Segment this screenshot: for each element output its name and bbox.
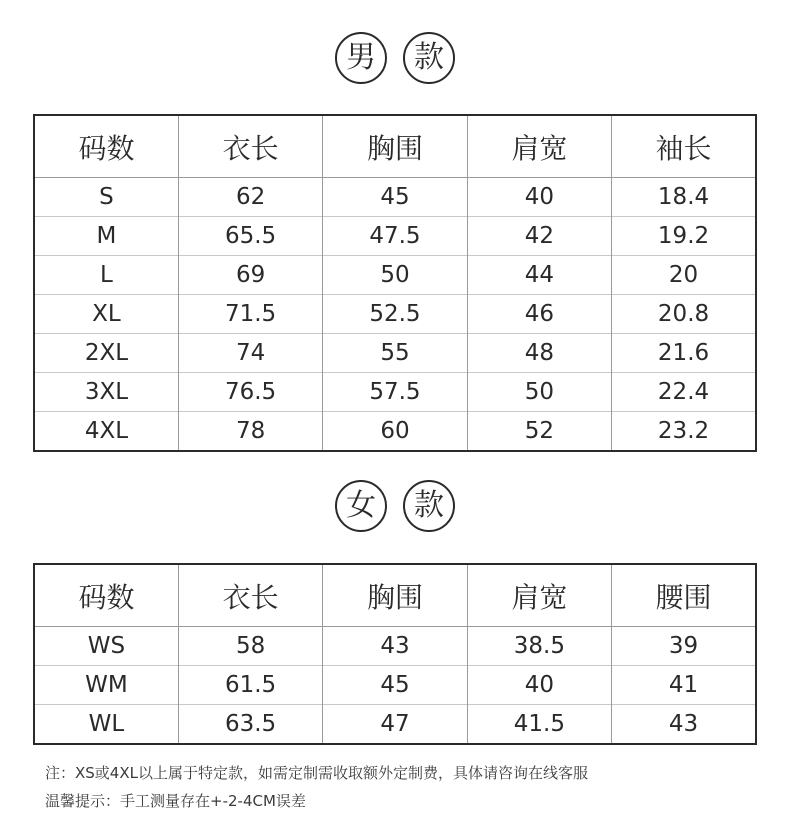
table-cell: 58 bbox=[178, 627, 322, 666]
table-cell: 41 bbox=[612, 666, 756, 705]
men-header-shoulder: 肩宽 bbox=[467, 115, 611, 178]
table-cell: 46 bbox=[467, 295, 611, 334]
table-cell: S bbox=[34, 178, 178, 217]
custom-size-note: 注：XS或4XL以上属于特定款，如需定制需收取额外定制费，具体请咨询在线客服 bbox=[45, 764, 588, 782]
table-cell: XL bbox=[34, 295, 178, 334]
women-header-size: 码数 bbox=[34, 564, 178, 627]
table-cell: 2XL bbox=[34, 334, 178, 373]
table-cell: 71.5 bbox=[178, 295, 322, 334]
table-cell: 19.2 bbox=[612, 217, 756, 256]
table-cell: 47 bbox=[323, 705, 467, 745]
table-cell: 43 bbox=[323, 627, 467, 666]
table-cell: 62 bbox=[178, 178, 322, 217]
table-cell: 41.5 bbox=[467, 705, 611, 745]
table-cell: 78 bbox=[178, 412, 322, 452]
table-cell: 55 bbox=[323, 334, 467, 373]
table-cell: 38.5 bbox=[467, 627, 611, 666]
table-row bbox=[34, 178, 756, 217]
table-cell: 20 bbox=[612, 256, 756, 295]
table-row bbox=[34, 256, 756, 295]
table-cell: 39 bbox=[612, 627, 756, 666]
men-header-row bbox=[34, 115, 756, 178]
table-row bbox=[34, 666, 756, 705]
table-cell: 76.5 bbox=[178, 373, 322, 412]
table-cell: 40 bbox=[467, 666, 611, 705]
women-header-length: 衣长 bbox=[178, 564, 322, 627]
table-cell: 45 bbox=[323, 666, 467, 705]
table-row bbox=[34, 295, 756, 334]
table-cell: 60 bbox=[323, 412, 467, 452]
women-header-shoulder: 肩宽 bbox=[467, 564, 611, 627]
table-cell: 48 bbox=[467, 334, 611, 373]
men-title-char-1: 男 bbox=[335, 32, 387, 84]
table-row bbox=[34, 627, 756, 666]
table-cell: 74 bbox=[178, 334, 322, 373]
table-cell: 65.5 bbox=[178, 217, 322, 256]
table-row bbox=[34, 373, 756, 412]
men-title-char-2: 款 bbox=[403, 32, 455, 84]
table-cell: 20.8 bbox=[612, 295, 756, 334]
table-cell: 3XL bbox=[34, 373, 178, 412]
women-section-title bbox=[0, 480, 790, 532]
table-cell: 63.5 bbox=[178, 705, 322, 745]
men-header-size: 码数 bbox=[34, 115, 178, 178]
measurement-tip: 温馨提示：手工测量存在+-2-4CM误差 bbox=[45, 792, 306, 810]
table-cell: 4XL bbox=[34, 412, 178, 452]
table-row bbox=[34, 412, 756, 452]
men-header-length: 衣长 bbox=[178, 115, 322, 178]
women-header-chest: 胸围 bbox=[323, 564, 467, 627]
table-cell: 57.5 bbox=[323, 373, 467, 412]
men-header-sleeve: 袖长 bbox=[612, 115, 756, 178]
table-cell: L bbox=[34, 256, 178, 295]
table-cell: WM bbox=[34, 666, 178, 705]
men-header-chest: 胸围 bbox=[323, 115, 467, 178]
women-title-char-2: 款 bbox=[403, 480, 455, 532]
women-header-waist: 腰围 bbox=[612, 564, 756, 627]
men-size-table bbox=[33, 114, 757, 452]
men-section-title bbox=[0, 32, 790, 84]
table-cell: 52 bbox=[467, 412, 611, 452]
women-header-row bbox=[34, 564, 756, 627]
table-row bbox=[34, 705, 756, 745]
table-cell: 69 bbox=[178, 256, 322, 295]
table-cell: 42 bbox=[467, 217, 611, 256]
table-cell: 22.4 bbox=[612, 373, 756, 412]
table-row bbox=[34, 217, 756, 256]
table-cell: 61.5 bbox=[178, 666, 322, 705]
table-cell: 44 bbox=[467, 256, 611, 295]
women-size-table bbox=[33, 563, 757, 745]
table-cell: 50 bbox=[323, 256, 467, 295]
table-cell: WS bbox=[34, 627, 178, 666]
table-cell: 47.5 bbox=[323, 217, 467, 256]
table-cell: 40 bbox=[467, 178, 611, 217]
table-cell: 45 bbox=[323, 178, 467, 217]
table-cell: 50 bbox=[467, 373, 611, 412]
table-cell: M bbox=[34, 217, 178, 256]
table-cell: 21.6 bbox=[612, 334, 756, 373]
women-title-char-1: 女 bbox=[335, 480, 387, 532]
table-cell: 23.2 bbox=[612, 412, 756, 452]
table-cell: 52.5 bbox=[323, 295, 467, 334]
table-cell: 18.4 bbox=[612, 178, 756, 217]
table-cell: 43 bbox=[612, 705, 756, 745]
table-row bbox=[34, 334, 756, 373]
table-cell: WL bbox=[34, 705, 178, 745]
